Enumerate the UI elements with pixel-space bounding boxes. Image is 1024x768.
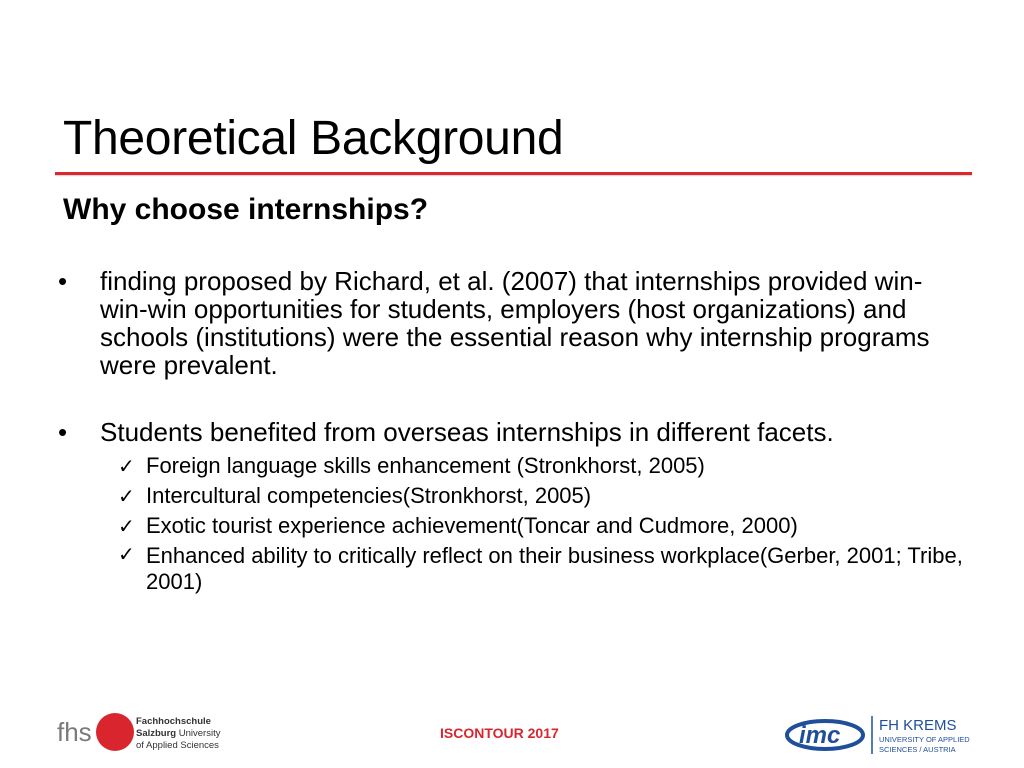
sub-item-text: Enhanced ability to critically reflect on their business workplace(Gerber, 2001; Tribe, 2001): [146, 543, 963, 594]
sub-item: [110, 511, 970, 541]
title-divider: [55, 172, 972, 175]
sub-item-list: [110, 451, 970, 595]
conference-label: ISCONTOUR 2017: [440, 725, 559, 741]
bullet-item: [58, 267, 958, 379]
imc-logo-line1: FH KREMS: [879, 717, 957, 734]
checkmark-icon: ✓: [118, 542, 135, 566]
checkmark-icon: ✓: [118, 454, 135, 478]
fhs-logo-line1: Fachhochschule: [136, 716, 211, 727]
slide-title: Theoretical Background: [63, 112, 564, 165]
bullet-item: [58, 418, 958, 446]
checkmark-icon: ✓: [118, 514, 135, 538]
fhs-logo-line2: Salzburg University: [136, 728, 221, 739]
imc-logo-mark: imc: [799, 722, 841, 749]
fhs-logo-line3: of Applied Sciences: [136, 740, 219, 751]
sub-item: [110, 541, 970, 595]
bullet-text: finding proposed by Richard, et al. (2007) that internships provided win-win-win opportunities for students, employers (host organizations) and schools (institutions) were the essential reason why internship programs were prevalent.: [100, 266, 930, 380]
bullet-icon: •: [58, 266, 68, 296]
sub-item: [110, 481, 970, 511]
slide-subtitle: Why choose internships?: [63, 193, 429, 226]
imc-fh-krems-logo: [785, 712, 985, 756]
fhs-logo-mark: fhs: [57, 717, 92, 747]
sub-item-text: Intercultural competencies(Stronkhorst, 2005): [146, 483, 592, 508]
imc-logo-line3: SCIENCES / AUSTRIA: [879, 745, 956, 754]
imc-logo-line2: UNIVERSITY OF APPLIED: [879, 735, 970, 744]
fhs-logo-circle: [96, 713, 134, 751]
sub-item: [110, 451, 970, 481]
bullet-icon: •: [58, 417, 68, 447]
checkmark-icon: ✓: [118, 484, 135, 508]
fhs-salzburg-logo: [55, 710, 255, 754]
bullet-text: Students benefited from overseas internships in different facets.: [100, 417, 834, 447]
sub-item-text: Exotic tourist experience achievement(Toncar and Cudmore, 2000): [146, 513, 798, 538]
sub-item-text: Foreign language skills enhancement (Stronkhorst, 2005): [146, 453, 705, 478]
